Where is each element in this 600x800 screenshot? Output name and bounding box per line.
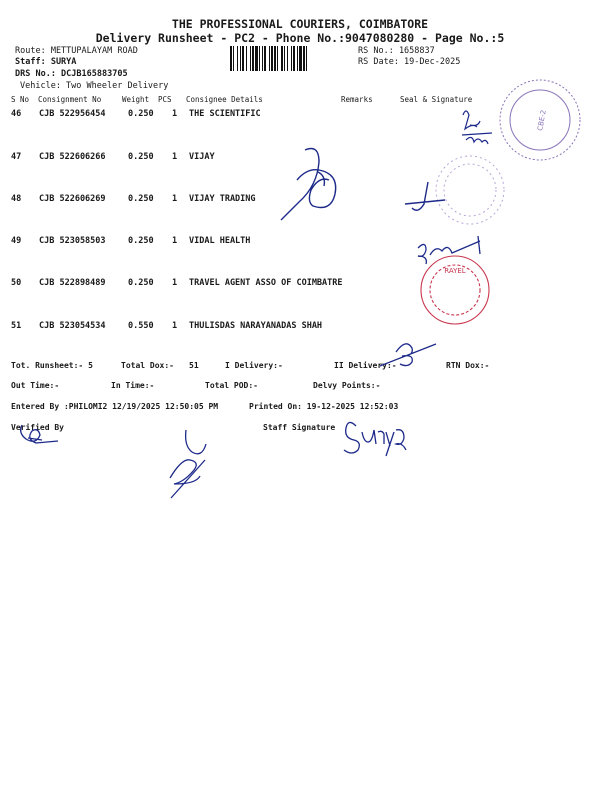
row-consignment-no: CJB 522606266 (39, 152, 106, 162)
col-seal-signature: Seal & Signature (400, 95, 473, 104)
row-consignee: THE SCIENTIFIC (189, 109, 261, 119)
row-consignee: VIJAY (189, 152, 215, 162)
row-weight: 0.250 (128, 152, 154, 162)
col-consignment: Consignment No (38, 95, 102, 104)
row-pcs: 1 (172, 109, 178, 119)
drs-number: DRS No.: DCJB165883705 (15, 69, 128, 79)
row-consignment-no: CJB 522956454 (39, 109, 106, 119)
signature-row-46 (462, 111, 492, 144)
in-time: In Time:- (111, 381, 155, 390)
row-sno: 49 (11, 236, 22, 246)
row-weight: 0.250 (128, 194, 154, 204)
i-delivery: I Delivery:- (225, 361, 283, 370)
total-dox-value: 51 (189, 361, 199, 370)
row-consignment-no: CJB 523058503 (39, 236, 106, 246)
signature-ii-delivery (380, 344, 436, 366)
delvy-points: Delvy Points:- (313, 381, 381, 390)
stamp2-text: RAYEL (444, 267, 466, 275)
signature-row-48 (405, 182, 445, 210)
rs-number: RS No.: 1658837 (358, 46, 435, 56)
verified-by-label: Verified By (11, 423, 64, 432)
row-weight: 0.250 (128, 278, 154, 288)
runsheet-subtitle: Delivery Runsheet - PC2 - Phone No.:9047080280 - Page No.:5 (95, 31, 505, 45)
row-pcs: 1 (172, 152, 178, 162)
row-consignment-no: CJB 522898489 (39, 278, 106, 288)
row-weight: 0.250 (128, 236, 154, 246)
printed-on: Printed On: 19-12-2025 12:52:03 (249, 402, 399, 411)
ii-delivery: II Delivery:- (334, 361, 397, 370)
row-sno: 51 (11, 321, 22, 331)
row-consignment-no: CJB 522606269 (39, 194, 106, 204)
row-consignee: VIJAY TRADING (189, 194, 256, 204)
col-sno: S No (11, 95, 30, 104)
row-weight: 0.550 (128, 321, 154, 331)
row-sno: 46 (11, 109, 22, 119)
row-pcs: 1 (172, 236, 178, 246)
col-pcs: PCS (158, 95, 172, 104)
row-sno: 47 (11, 152, 22, 162)
staff-signature-label: Staff Signature (263, 423, 336, 432)
red-seal-stamp (421, 256, 489, 324)
tot-runsheet: Tot. Runsheet:- 5 (11, 361, 93, 370)
row-pcs: 1 (172, 278, 178, 288)
staff-label: Staff: SURYA (15, 57, 77, 67)
out-time: Out Time:- (11, 381, 60, 390)
row-sno: 48 (11, 194, 22, 204)
vehicle-label: Vehicle: Two Wheeler Delivery (20, 81, 169, 91)
col-weight: Weight (122, 95, 150, 104)
verified-by-signature (21, 425, 206, 498)
stamp1-text: CBE-2 (536, 109, 548, 132)
row-sno: 50 (11, 278, 22, 288)
company-title: THE PROFESSIONAL COURIERS, COIMBATORE (171, 17, 429, 31)
company-seal-stamp (500, 80, 580, 160)
total-pod: Total POD:- (205, 381, 258, 390)
staff-signature-scribble (344, 422, 406, 456)
route-label: Route: METTUPALAYAM ROAD (15, 46, 138, 56)
row-weight: 0.250 (128, 109, 154, 119)
row-consignee: TRAVEL AGENT ASSO OF COIMBATRE (189, 278, 343, 288)
row-pcs: 1 (172, 194, 178, 204)
entered-by: Entered By :PHILOMI2 12/19/2025 12:50:05 PM (11, 402, 219, 411)
row-pcs: 1 (172, 321, 178, 331)
faded-seal-stamp (436, 156, 504, 224)
rtn-dox: RTN Dox:- (446, 361, 490, 370)
rs-date: RS Date: 19-Dec-2025 (358, 57, 461, 67)
col-consignee: Consignee Details (186, 95, 263, 104)
signature-rows-47-48 (281, 149, 336, 221)
row-consignee: VIDAL HEALTH (189, 236, 251, 246)
row-consignee: THULISDAS NARAYANADAS SHAH (189, 321, 323, 331)
total-dox-label: Total Dox:- (121, 361, 174, 370)
row-consignment-no: CJB 523054534 (39, 321, 106, 331)
col-remarks: Remarks (341, 95, 373, 104)
